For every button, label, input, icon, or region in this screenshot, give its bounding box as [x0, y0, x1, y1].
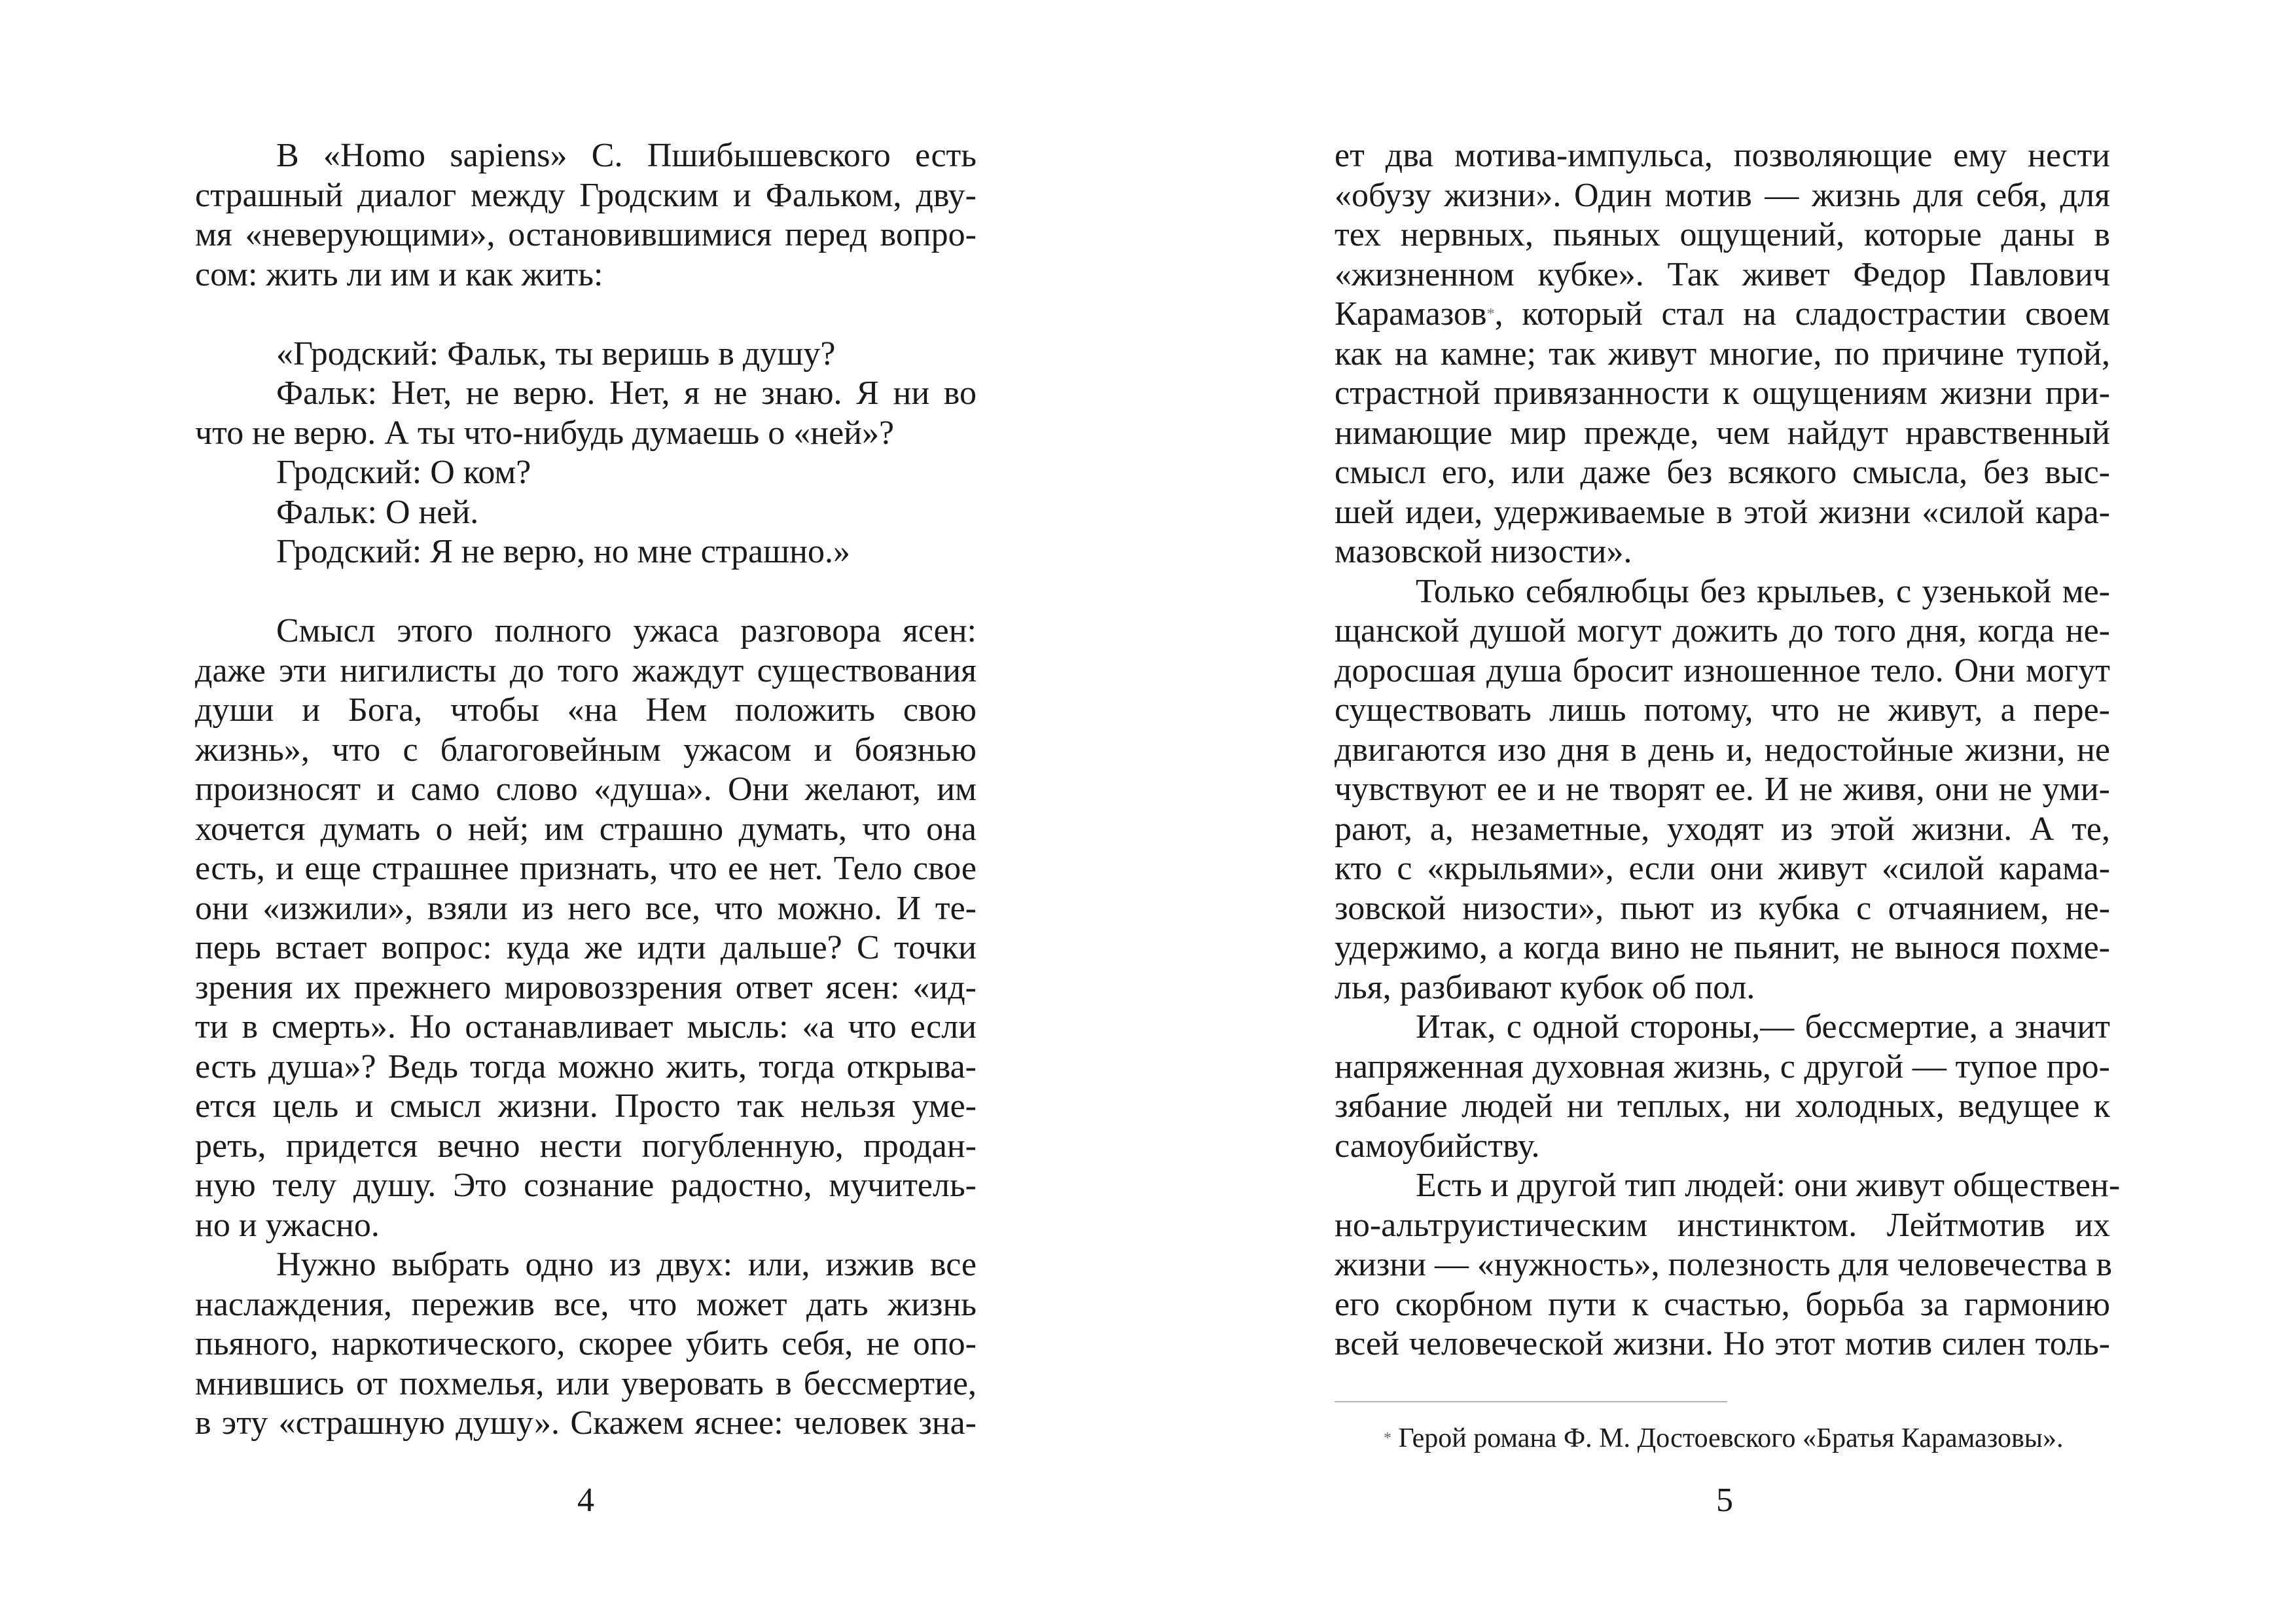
- line-text: Фальк: Нет, не верю. Нет, я не знаю. Я ни во: [276, 374, 977, 412]
- line-text: Итак, с одной стороны,— бессмертие, а значит: [1416, 1008, 2110, 1046]
- line-text: В «Homo sapiens» С. Пшибышевского есть: [276, 137, 977, 174]
- line-text: кто с «крыльями», если они живут «силой карама-: [1335, 850, 2110, 887]
- line-text: они «изжили», взяли из него все, что можно. И те-: [195, 889, 977, 927]
- text-line: [1335, 295, 2110, 335]
- right-page-text: [1335, 136, 2121, 1364]
- text-line: [1335, 1206, 2110, 1246]
- text-line: [1335, 1324, 2110, 1364]
- footnote-rule: [1335, 1401, 1727, 1402]
- line-text: есть, и еще страшнее признать, что ее нет. Тело свое: [195, 850, 977, 887]
- text-line: [1335, 176, 2110, 216]
- line-text: зовской низости», пьют из кубка с отчаянием, не-: [1335, 889, 2110, 927]
- text-line: [195, 770, 977, 810]
- line-text: Фальк: О ней.: [276, 493, 479, 531]
- text-line: [195, 136, 977, 176]
- line-text: мнившись от похмелья, или уверовать в бессмертие,: [195, 1364, 977, 1402]
- text-line: [195, 335, 977, 374]
- text-line: [1335, 572, 2110, 612]
- text-line: [195, 731, 977, 771]
- line-text: в эту «страшную душу». Скажем яснее: человек зна-: [195, 1404, 977, 1442]
- paragraph-gap: [195, 295, 977, 335]
- line-text: но и ужасно.: [195, 1206, 380, 1244]
- text-line: [195, 453, 977, 493]
- line-text: души и Бога, чтобы «на Нем положить свою: [195, 691, 977, 729]
- line-text: «обузу жизни». Один мотив — жизнь для себя, для: [1335, 176, 2110, 214]
- line-text: ную телу душу. Это сознание радостно, мучитель-: [195, 1167, 977, 1204]
- line-text: его скорбном пути к счастью, борьба за гармонию: [1335, 1285, 2110, 1323]
- line-text: Нужно выбрать одно из двух: или, изжив все: [276, 1246, 977, 1283]
- text-line: [195, 849, 977, 889]
- line-text: «жизненном кубке». Так живет Федор Павлович: [1335, 255, 2110, 293]
- text-line: [1335, 215, 2110, 255]
- line-text: удержимо, а когда вино не пьянит, не вынося похме-: [1335, 929, 2110, 966]
- line-text: Есть и другой тип людей: они живут обществен-: [1416, 1167, 2121, 1204]
- text-line: [1335, 691, 2110, 731]
- line-text: напряженная духовная жизнь, с другой — тупое про-: [1335, 1048, 2110, 1085]
- line-text: шей идеи, удерживаемые в этой жизни «силой кара-: [1335, 493, 2110, 531]
- line-text: даже эти нигилисты до того жаждут существования: [195, 651, 977, 689]
- text-line: [195, 810, 977, 850]
- line-text: ти в смерть». Но останавливает мысль: «а что если: [195, 1008, 977, 1046]
- line-text: что не верю. А ты что-нибудь думаешь о «ней»?: [195, 414, 895, 452]
- line-text: пьяного, наркотического, скорее убить себя, не опо-: [195, 1325, 977, 1362]
- line-text: сом: жить ли им и как жить:: [195, 255, 603, 293]
- line-text: мя «неверующими», остановившимися перед вопро-: [195, 216, 977, 253]
- text-line: [1335, 928, 2110, 968]
- line-text: рают, а, незаметные, уходят из этой жизни. А те,: [1335, 810, 2110, 848]
- footnote-text: Герой романа Ф. М. Достоевского «Братья Карамазовы».: [1391, 1423, 2064, 1453]
- text-line: [195, 968, 977, 1008]
- line-text: Смысл этого полного ужаса разговора ясен:: [276, 612, 977, 649]
- line-text: самоубийству.: [1335, 1127, 1540, 1165]
- text-line: [1335, 1127, 2110, 1167]
- text-line: [1335, 335, 2110, 374]
- text-line: [1335, 611, 2110, 651]
- text-line: [1335, 889, 2110, 929]
- line-text: страшный диалог между Гродским и Фальком, дву-: [195, 176, 977, 214]
- line-text: двигаются изо дня в день и, недостойные жизни, не: [1335, 731, 2110, 769]
- line-text: реть, придется вечно нести погубленную, продан-: [195, 1127, 977, 1165]
- text-line: [1335, 136, 2110, 176]
- footnote-mark: *: [1384, 1430, 1391, 1447]
- line-text: жизни — «нужность», полезность для человечества в: [1335, 1246, 2113, 1283]
- line-text: лья, разбивают кубок об пол.: [1335, 968, 1755, 1006]
- line-text: произносят и само слово «душа». Они желают, им: [195, 771, 977, 808]
- line-text: всей человеческой жизни. Но этот мотив силен толь-: [1335, 1325, 2110, 1362]
- left-page-number: 4: [577, 1482, 594, 1519]
- text-line: [195, 611, 977, 651]
- text-line: [195, 889, 977, 929]
- line-text: перь встает вопрос: куда же идти дальше? С точки: [195, 929, 977, 966]
- line-text-continued: , который стал на сладострастии своем: [1494, 295, 2110, 333]
- text-line: [1335, 1166, 2121, 1206]
- line-text: зрения их прежнего мировоззрения ответ ясен: «ид-: [195, 968, 977, 1006]
- text-line: [195, 493, 977, 533]
- text-line: [1335, 651, 2110, 691]
- text-line: [195, 374, 977, 414]
- text-line: [195, 1166, 977, 1206]
- text-line: [195, 1008, 977, 1048]
- line-text: существовать лишь потому, что не живут, а пере-: [1335, 691, 2110, 729]
- line-text: «Гродский: Фальк, ты веришь в душу?: [276, 335, 836, 373]
- text-line: [195, 414, 977, 454]
- text-line: [195, 691, 977, 731]
- footnote: [1384, 1419, 2110, 1457]
- text-line: [195, 215, 977, 255]
- line-text: страстной привязанности к ощущениям жизни при-: [1335, 374, 2110, 412]
- text-line: [1335, 731, 2110, 771]
- right-page-number: 5: [1716, 1482, 1733, 1519]
- text-line: [195, 1087, 977, 1127]
- text-line: [1335, 453, 2110, 493]
- text-line: [195, 176, 977, 216]
- text-line: [1335, 532, 2110, 572]
- line-text: хочется думать о ней; им страшно думать, что она: [195, 810, 977, 848]
- footnote-reference-mark: *: [1486, 306, 1495, 323]
- line-text: смысл его, или даже без всякого смысла, без выс-: [1335, 454, 2110, 491]
- left-page-text: [195, 136, 977, 1444]
- text-line: [1335, 1048, 2110, 1087]
- text-line: [195, 1206, 977, 1246]
- line-text: мазовской низости».: [1335, 533, 1632, 570]
- line-text: щанской душой могут дожить до того дня, когда не-: [1335, 612, 2110, 649]
- text-line: [195, 1324, 977, 1364]
- text-line: [1335, 374, 2110, 414]
- line-text: чувствуют ее и не творят ее. И не живя, они не уми-: [1335, 771, 2110, 808]
- text-line: [195, 255, 977, 295]
- text-line: [195, 1127, 977, 1167]
- line-text: зябание людей ни теплых, ни холодных, ведущее к: [1335, 1087, 2110, 1125]
- line-text: как на камне; так живут многие, по причине тупой,: [1335, 335, 2110, 373]
- text-line: [195, 1364, 977, 1404]
- text-line: [195, 1048, 977, 1087]
- line-text: Гродский: Я не верю, но мне страшно.»: [276, 533, 850, 570]
- text-line: [195, 651, 977, 691]
- text-line: [1335, 493, 2110, 533]
- right-page: [1148, 0, 2296, 1623]
- line-text: Карамазов: [1335, 295, 1487, 333]
- text-line: [1335, 770, 2110, 810]
- line-text: ет два мотива-импульса, позволяющие ему нести: [1335, 137, 2110, 174]
- text-line: [1335, 1245, 2113, 1285]
- text-line: [195, 1404, 977, 1444]
- line-text: жизнь», что с благоговейным ужасом и боязнью: [195, 731, 977, 769]
- line-text: наслаждения, пережив все, что может дать жизнь: [195, 1285, 977, 1323]
- text-line: [1335, 1008, 2110, 1048]
- text-line: [1335, 255, 2110, 295]
- paragraph-gap: [195, 572, 977, 612]
- text-line: [195, 928, 977, 968]
- text-line: [195, 1245, 977, 1285]
- line-text: Только себялюбцы без крыльев, с узенькой ме-: [1416, 572, 2110, 610]
- text-line: [1335, 968, 2110, 1008]
- text-line: [195, 532, 977, 572]
- line-text: есть душа»? Ведь тогда можно жить, тогда открыва-: [195, 1048, 977, 1085]
- line-text: тех нервных, пьяных ощущений, которые даны в: [1335, 216, 2110, 253]
- line-text: ется цель и смысл жизни. Просто так нельзя уме-: [195, 1087, 977, 1125]
- text-line: [1335, 849, 2110, 889]
- text-line: [1335, 810, 2110, 850]
- text-line: [1335, 414, 2110, 454]
- line-text: Гродский: О ком?: [276, 454, 531, 491]
- text-line: [1335, 1285, 2110, 1325]
- line-text: доросшая душа бросит изношенное тело. Они могут: [1335, 651, 2110, 689]
- line-text: нимающие мир прежде, чем найдут нравственный: [1335, 414, 2110, 452]
- text-line: [1335, 1087, 2110, 1127]
- text-line: [195, 1285, 977, 1325]
- line-text: но-альтруистическим инстинктом. Лейтмотив их: [1335, 1206, 2110, 1244]
